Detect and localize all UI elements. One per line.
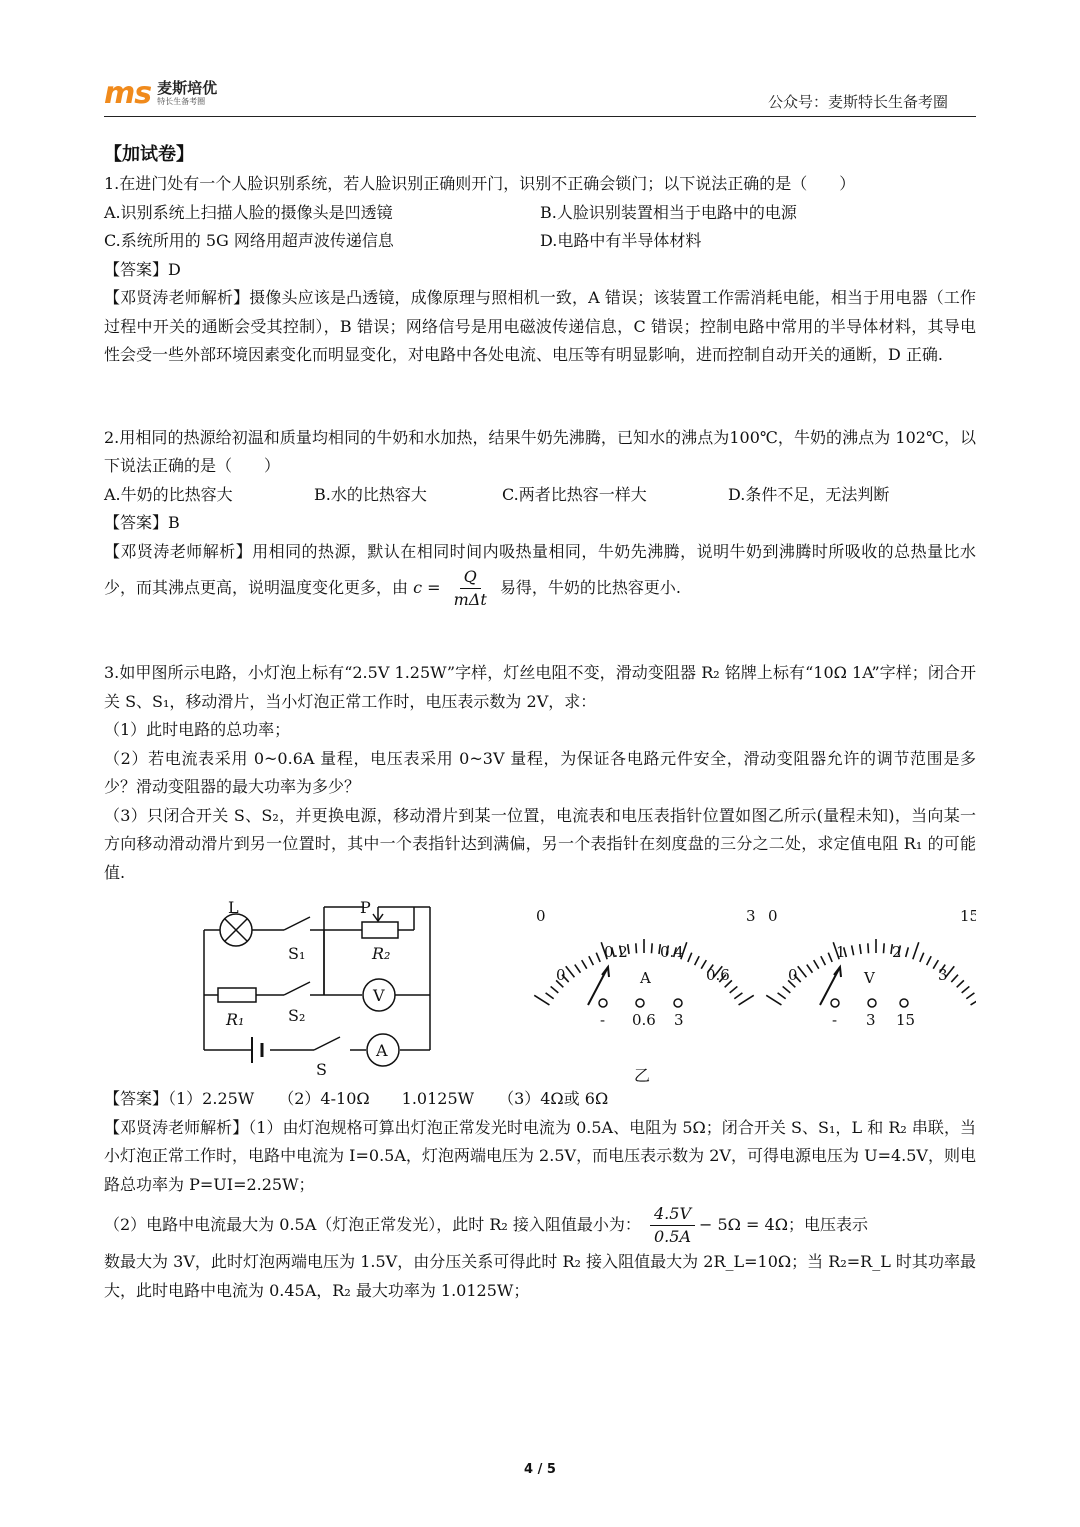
q3-figure (104, 895, 976, 1085)
q2-options (104, 481, 976, 510)
dial-tick (566, 966, 575, 977)
q3-sub3: （3）只闭合开关 S、S₂，并更换电源，移动滑片到某一位置，电流表和电压表指针位置如图乙所示(量程未知)，当向某一方向移动滑动滑片到另一位置时，其中一个表指针达到满偏，另一个表指针在刻度盘的三分之二处，求定值电阻 R₁ 的可能值. (104, 805, 976, 882)
dial-tick (596, 953, 600, 962)
svg-text:0: 0 (536, 907, 546, 925)
logo-mark: ms (104, 75, 152, 111)
svg-text:0: 0 (788, 966, 798, 984)
svg-text:15: 15 (896, 1011, 916, 1029)
svg-text:S: S (316, 1060, 327, 1079)
q3-answer: 【答案】（1）2.25W （2）4-10Ω 1.0125W （3）4Ω或 6Ω (104, 1089, 609, 1108)
logo-name: 麦斯培优 (157, 78, 218, 97)
rheostat-r2 (362, 922, 398, 938)
svg-text:0: 0 (556, 966, 566, 984)
resistance-formula: $\frac{4.5V}{0.5A}$ (650, 1203, 695, 1248)
header-account: 公众号：麦斯特长生备考圈 (767, 93, 948, 111)
svg-text:A: A (640, 969, 651, 987)
q1-answer: 【答案】D (104, 259, 181, 279)
dial-tick (913, 942, 919, 959)
svg-text:0: 0 (768, 907, 778, 925)
dial-tick (589, 956, 594, 965)
ammeter-dial (534, 895, 755, 1029)
svg-text:10 (894, 895, 913, 899)
dial-tick (927, 956, 932, 965)
svg-text:L: L (228, 898, 239, 917)
dial-tick (628, 944, 629, 954)
dial-tick (957, 980, 964, 987)
svg-text:2: 2 (892, 943, 902, 961)
section-title: 【加试卷】 (104, 144, 194, 165)
svg-text:1 (606, 895, 616, 899)
svg-text:R₂: R₂ (372, 944, 391, 963)
dial-tick (546, 993, 554, 999)
dial-tick (951, 975, 958, 982)
svg-text:1: 1 (836, 943, 846, 961)
page-number: 4 / 5 (524, 1462, 556, 1477)
q2-answer: 【答案】B (104, 513, 180, 532)
dial-tick (739, 995, 754, 1005)
q2-stem: 2.用相同的热源给初温和质量均相同的牛奶和水加热，结果牛奶先沸腾，已知水的沸点为100℃，牛奶的沸点为 102℃，以下说法正确的是（ ） (104, 427, 976, 475)
logo (104, 76, 217, 110)
q2-option-a: A.牛奶的比热容大 (104, 484, 233, 504)
dial-tick (778, 993, 786, 999)
dial-tick (906, 947, 909, 957)
dial-tick (971, 995, 976, 1005)
q3-analysis-3: 数最大为 3V，此时灯泡两端电压为 1.5V，由分压关系可得此时 R₂ 接入阻值最大为 2R_L=10Ω；当 R₂=R_L 时其功率最大，此时电路中电流为 0.45A，R₂ 最大功率为 1.0125W； (104, 1252, 976, 1300)
q1-analysis: 【邓贤涛老师解析】摄像头应该是凸透镜，成像原理与照相机一致，A 错误；该装置工作需消耗电能，相当于用电器（工作过程中开关的通断会受其控制），B 错误；网络信号是用电磁波传递信息，C 错误；控制电路中常用的半导体材料，其导电性会受一些外部环境因素变化而明显变化，对电路中各处电流、电压等有明显影响，进而控制自动开关的通断，D 正确. (104, 288, 976, 364)
svg-text:3: 3 (938, 966, 948, 984)
q2-option-c: C.两者比热容一样大 (502, 484, 647, 504)
formula-lhs: c = (413, 578, 441, 597)
svg-text:P: P (360, 898, 371, 917)
dial-tick (551, 986, 559, 992)
dial-tick (884, 943, 885, 953)
q2-option-b: B.水的比热容大 (314, 484, 427, 504)
dial-tick (966, 993, 974, 999)
q3-analysis-1: 【邓贤涛老师解析】（1）由灯泡规格可算出灯泡正常发光时电流为 0.5A、电阻为 5Ω；闭合开关 S、S₁，L 和 R₂ 串联，当小灯泡正常工作时，电路中电流为 I=0.5A，灯泡两端电压为 2.5V，而电压表示数为 2V，可得电源电压为 U=4.5V，则电路总功率为 P=UI=2.25W； (104, 1117, 976, 1194)
q1-options-row2 (104, 227, 976, 256)
circuit-diagram (204, 898, 430, 1085)
figure-b-caption: 乙 (634, 1066, 651, 1085)
page-content (104, 140, 976, 1305)
dial-tick (807, 965, 813, 973)
dial-tick (766, 995, 781, 1005)
q1-option-a: A.识别系统上扫描人脸的摄像头是凹透镜 (104, 202, 393, 222)
svg-text:3: 3 (866, 1011, 876, 1029)
dial-tick (575, 965, 581, 973)
svg-text:S₂: S₂ (288, 1006, 306, 1025)
dial-tick (534, 995, 549, 1005)
dial-tick (962, 986, 970, 992)
svg-text:3: 3 (674, 1011, 684, 1029)
svg-text:V: V (373, 986, 385, 1005)
page-header (104, 76, 976, 117)
svg-text:2 (676, 895, 686, 899)
dial-tick (860, 944, 861, 954)
dial-tick (636, 943, 637, 953)
heat-capacity-formula: $\frac{Q}{\text{mΔt}}$ (453, 567, 487, 609)
svg-text:A: A (376, 1041, 388, 1060)
q1-option-d: D.电路中有半导体材料 (540, 231, 702, 250)
dial-tick (868, 943, 869, 953)
q1-stem: 1.在进门处有一个人脸识别系统，若人脸识别正确则开门，识别不正确会锁门；以下说法正确的是（ ） (104, 174, 856, 193)
svg-text:15: 15 (960, 907, 976, 925)
svg-text:S₁: S₁ (288, 944, 306, 963)
resistor-r1 (218, 988, 256, 1002)
svg-text:0.2: 0.2 (604, 943, 628, 961)
svg-text:V: V (864, 969, 875, 987)
voltmeter-dial (766, 895, 976, 1029)
dial-tick (814, 960, 819, 969)
svg-text:3: 3 (746, 907, 756, 925)
dial-tick (798, 966, 807, 977)
dial-tick (828, 953, 832, 962)
q2-option-d: D.条件不足，无法判断 (728, 484, 890, 504)
dial-tick (920, 953, 924, 962)
q3-analysis-2: （2）电路中电流最大为 0.5A（灯泡正常发光），此时 R₂ 接入阻值最小为： $\frac{4.5V}{0.5A}$ − 5Ω = 4Ω；电压表示 (104, 1204, 868, 1246)
q2-analysis: 【邓贤涛老师解析】用相同的热源，默认在相同时间内吸热量相同，牛奶先沸腾，说明牛奶到沸腾时所吸收的总热量比水少，而其沸点更高，说明温度变化更多，由 c = $\frac{Q}{\text{mΔt}}$ 易得，牛奶的比热容更小. (104, 541, 976, 609)
dial-tick (582, 960, 587, 969)
dial-tick (821, 956, 826, 965)
svg-text:0.4: 0.4 (660, 943, 684, 961)
q1-option-b: B.人脸识别装置相当于电路中的电源 (540, 202, 797, 222)
dial-tick (783, 986, 791, 992)
q3-sub2: （2）若电流表采用 0~0.6A 量程，电压表采用 0~3V 量程，为保证各电路元件安全，滑动变阻器允许的调节范围是多少？滑动变阻器的最大功率为多少？ (104, 748, 976, 796)
q3-sub1: （1）此时电路的总功率； (104, 720, 291, 739)
svg-text:0.6: 0.6 (706, 966, 730, 984)
dial-tick (730, 986, 738, 992)
logo-subtitle: 特长生备考圈 (157, 96, 206, 106)
svg-text:0.6: 0.6 (632, 1011, 656, 1029)
q3-stem: 3.如甲图所示电路，小灯泡上标有“2.5V 1.25W”字样，灯丝电阻不变，滑动变阻器 R₂ 铭牌上标有“10Ω 1A”字样；闭合开关 S、S₁，移动滑片，当小灯泡正常工作时，电压表示数为 2V，求： (104, 663, 976, 711)
circuit-and-meters-diagram (104, 895, 976, 1085)
svg-text:-: - (600, 1011, 606, 1029)
svg-text:R₁: R₁ (226, 1010, 245, 1029)
dial-tick (652, 943, 653, 953)
svg-text:5 (828, 895, 838, 899)
dial-tick (852, 945, 854, 955)
dial-tick (695, 956, 700, 965)
q1-options-row1 (104, 199, 976, 228)
dial-tick (734, 993, 742, 999)
q1-option-c: C.系统所用的 5G 网络用超声波传递信息 (104, 231, 394, 250)
svg-text:-: - (832, 1011, 838, 1029)
dial-tick (688, 953, 692, 962)
